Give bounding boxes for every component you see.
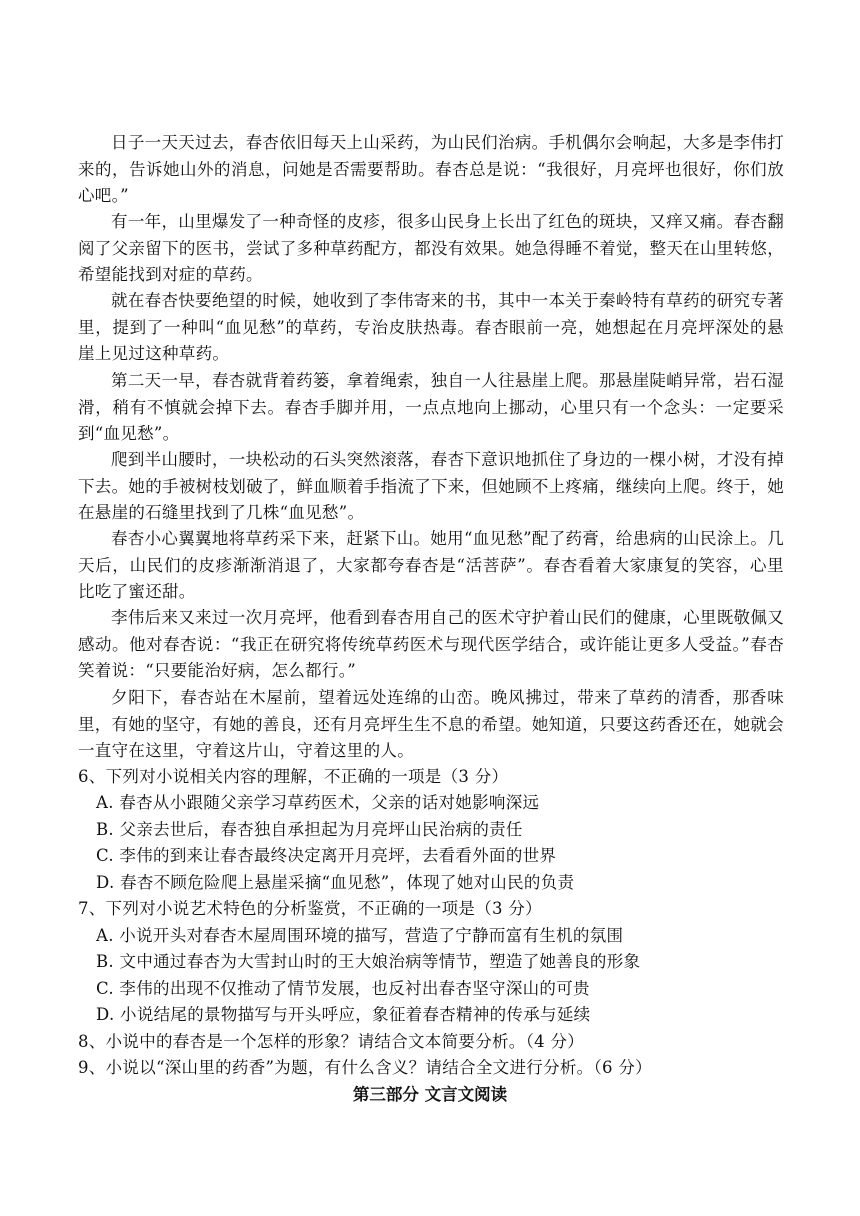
question-6-option-d: D. 春杏不顾危险爬上悬崖采摘“血见愁”，体现了她对山民的负责 <box>96 873 575 892</box>
passage-paragraph-4: 第二天一早，春杏就背着药篓，拿着绳索，独自一人往悬崖上爬。那悬崖陡峭异常，岩石湿滑，稍有不慎就会掉下去。春杏手脚并用，一点点地向上挪动，心里只有一个念头：一定要采到“血见愁”。 <box>78 371 784 444</box>
passage-paragraph-2: 有一年，山里爆发了一种奇怪的皮疹，很多山民身上长出了红色的斑块，又痒又痛。春杏翻阅了父亲留下的医书，尝试了多种草药配方，都没有效果。她急得睡不着觉，整天在山里转悠，希望能找到对症的草药。 <box>78 212 784 285</box>
passage-paragraph-7: 李伟后来又来过一次月亮坪，他看到春杏用自己的医术守护着山民们的健康，心里既敬佩又感动。他对春杏说：“我正在研究将传统草药医术与现代医学结合，或许能让更多人受益。”春杏笑着说：“只要能治好病，怎么都行。” <box>78 608 784 681</box>
question-6-option-c: C. 李伟的到来让春杏最终决定离开月亮坪，去看看外面的世界 <box>96 846 557 865</box>
passage-paragraph-1: 日子一天天过去，春杏依旧每天上山采药，为山民们治病。手机偶尔会响起，大多是李伟打来的，告诉她山外的消息，问她是否需要帮助。春杏总是说：“我很好，月亮坪也很好，你们放心吧。” <box>78 133 784 206</box>
section-title: 第三部分 文言文阅读 <box>352 1085 508 1104</box>
question-7-option-c: C. 李伟的出现不仅推动了情节发展，也反衬出春杏坚守深山的可贵 <box>96 979 590 998</box>
passage-paragraph-5: 爬到半山腰时，一块松动的石头突然滚落，春杏下意识地抓住了身边的一棵小树，才没有掉下去。她的手被树枝划破了，鲜血顺着手指流了下来，但她顾不上疼痛，继续向上爬。终于，她在悬崖的石缝里找到了几株“血见愁”。 <box>78 450 784 523</box>
question-7-option-d: D. 小说结尾的景物描写与开头呼应，象征着春杏精神的传承与延续 <box>96 1005 591 1024</box>
question-6-stem: 6、下列对小说相关内容的理解，不正确的一项是（3 分） <box>78 767 509 786</box>
question-8-stem: 8、小说中的春杏是一个怎样的形象？请结合文本简要分析。（4 分） <box>78 1032 585 1051</box>
question-6-option-a: A. 春杏从小跟随父亲学习草药医术，父亲的话对她影响深远 <box>96 793 540 812</box>
question-9-stem: 9、小说以“深山里的药香”为题，有什么含义？请结合全文进行分析。（6 分） <box>78 1058 652 1077</box>
passage-paragraph-6: 春杏小心翼翼地将草药采下来，赶紧下山。她用“血见愁”配了药膏，给患病的山民涂上。几天后，山民们的皮疹渐渐消退了，大家都夸春杏是“活菩萨”。春杏看着大家康复的笑容，心里比吃了蜜还甜。 <box>78 529 784 602</box>
question-6-option-b: B. 父亲去世后，春杏独自承担起为月亮坪山民治病的责任 <box>96 820 523 839</box>
question-7-stem: 7、下列对小说艺术特色的分析鉴赏，不正确的一项是（3 分） <box>78 899 542 918</box>
passage-paragraph-3: 就在春杏快要绝望的时候，她收到了李伟寄来的书，其中一本关于秦岭特有草药的研究专著里，提到了一种叫“血见愁”的草药，专治皮肤热毒。春杏眼前一亮，她想起在月亮坪深处的悬崖上见过这种草药。 <box>78 291 784 364</box>
passage-paragraph-8: 夕阳下，春杏站在木屋前，望着远处连绵的山峦。晚风拂过，带来了草药的清香，那香味里，有她的坚守，有她的善良，还有月亮坪生生不息的希望。她知道，只要这药香还在，她就会一直守在这里，守着这片山，守着这里的人。 <box>78 688 784 761</box>
question-7-option-a: A. 小说开头对春杏木屋周围环境的描写，营造了宁静而富有生机的氛围 <box>96 926 624 945</box>
question-7-option-b: B. 文中通过春杏为大雪封山时的王大娘治病等情节，塑造了她善良的形象 <box>96 952 641 971</box>
